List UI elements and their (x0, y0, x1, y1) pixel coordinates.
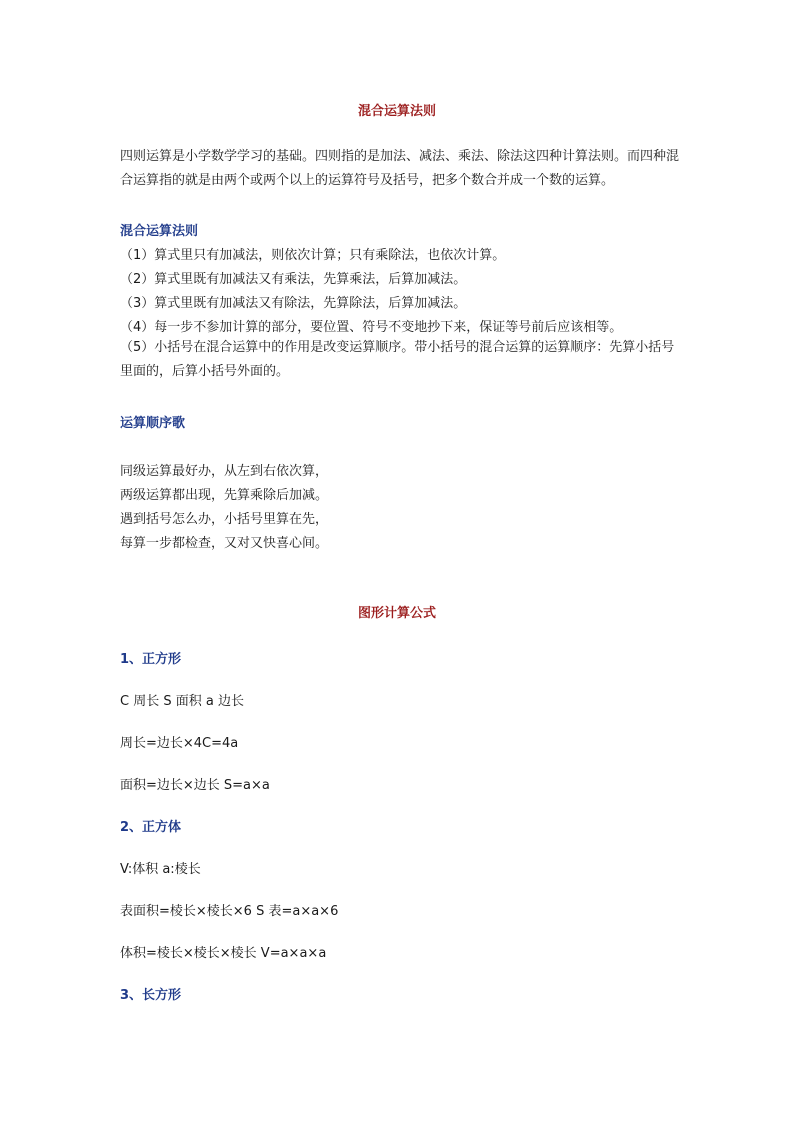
song-line: 两级运算都出现，先算乘除后加减。 (120, 488, 329, 503)
song-line: 遇到括号怎么办，小括号里算在先， (120, 512, 329, 527)
square-heading: 1、正方形 (120, 652, 182, 667)
rule-item: （4）每一步不参加计算的部分，要位置、符号不变地抄下来，保证等号前后应该相等。 (120, 320, 623, 335)
song-line: 每算一步都检查，又对又快喜心间。 (120, 536, 329, 551)
rule-item: （2）算式里既有加减法又有乘法，先算乘法，后算加减法。 (120, 272, 467, 287)
song-line: 同级运算最好办，从左到右依次算， (120, 464, 329, 479)
cube-line: V:体积 a:棱长 (120, 862, 201, 877)
section-title-mixed-operations: 混合运算法则 (357, 104, 436, 119)
square-line: C 周长 S 面积 a 边长 (120, 694, 244, 709)
song-heading: 运算顺序歌 (120, 416, 186, 431)
rectangle-heading: 3、长方形 (120, 988, 182, 1003)
rule-item: （1）算式里只有加减法，则依次计算；只有乘除法，也依次计算。 (120, 248, 506, 263)
cube-heading: 2、正方体 (120, 820, 182, 835)
section-title-geometry-formulas: 图形计算公式 (357, 606, 436, 621)
cube-line: 表面积=棱长×棱长×6 S 表=a×a×6 (120, 904, 339, 919)
rules-heading: 混合运算法则 (120, 224, 199, 239)
rule-item: （3）算式里既有加减法又有除法，先算除法，后算加减法。 (120, 296, 467, 311)
intro-paragraph: 四则运算是小学数学学习的基础。四则指的是加法、减法、乘法、除法这四种计算法则。而四种混合运算指的就是由两个或两个以上的运算符号及括号，把多个数合并成一个数的运算。 (120, 149, 680, 188)
cube-line: 体积=棱长×棱长×棱长 V=a×a×a (120, 946, 327, 961)
rule-item: （5）小括号在混合运算中的作用是改变运算顺序。带小括号的混合运算的运算顺序：先算小括号里面的，后算小括号外面的。 (120, 340, 675, 379)
square-line: 面积=边长×边长 S=a×a (120, 778, 270, 793)
square-line: 周长=边长×4C=4a (120, 736, 239, 751)
